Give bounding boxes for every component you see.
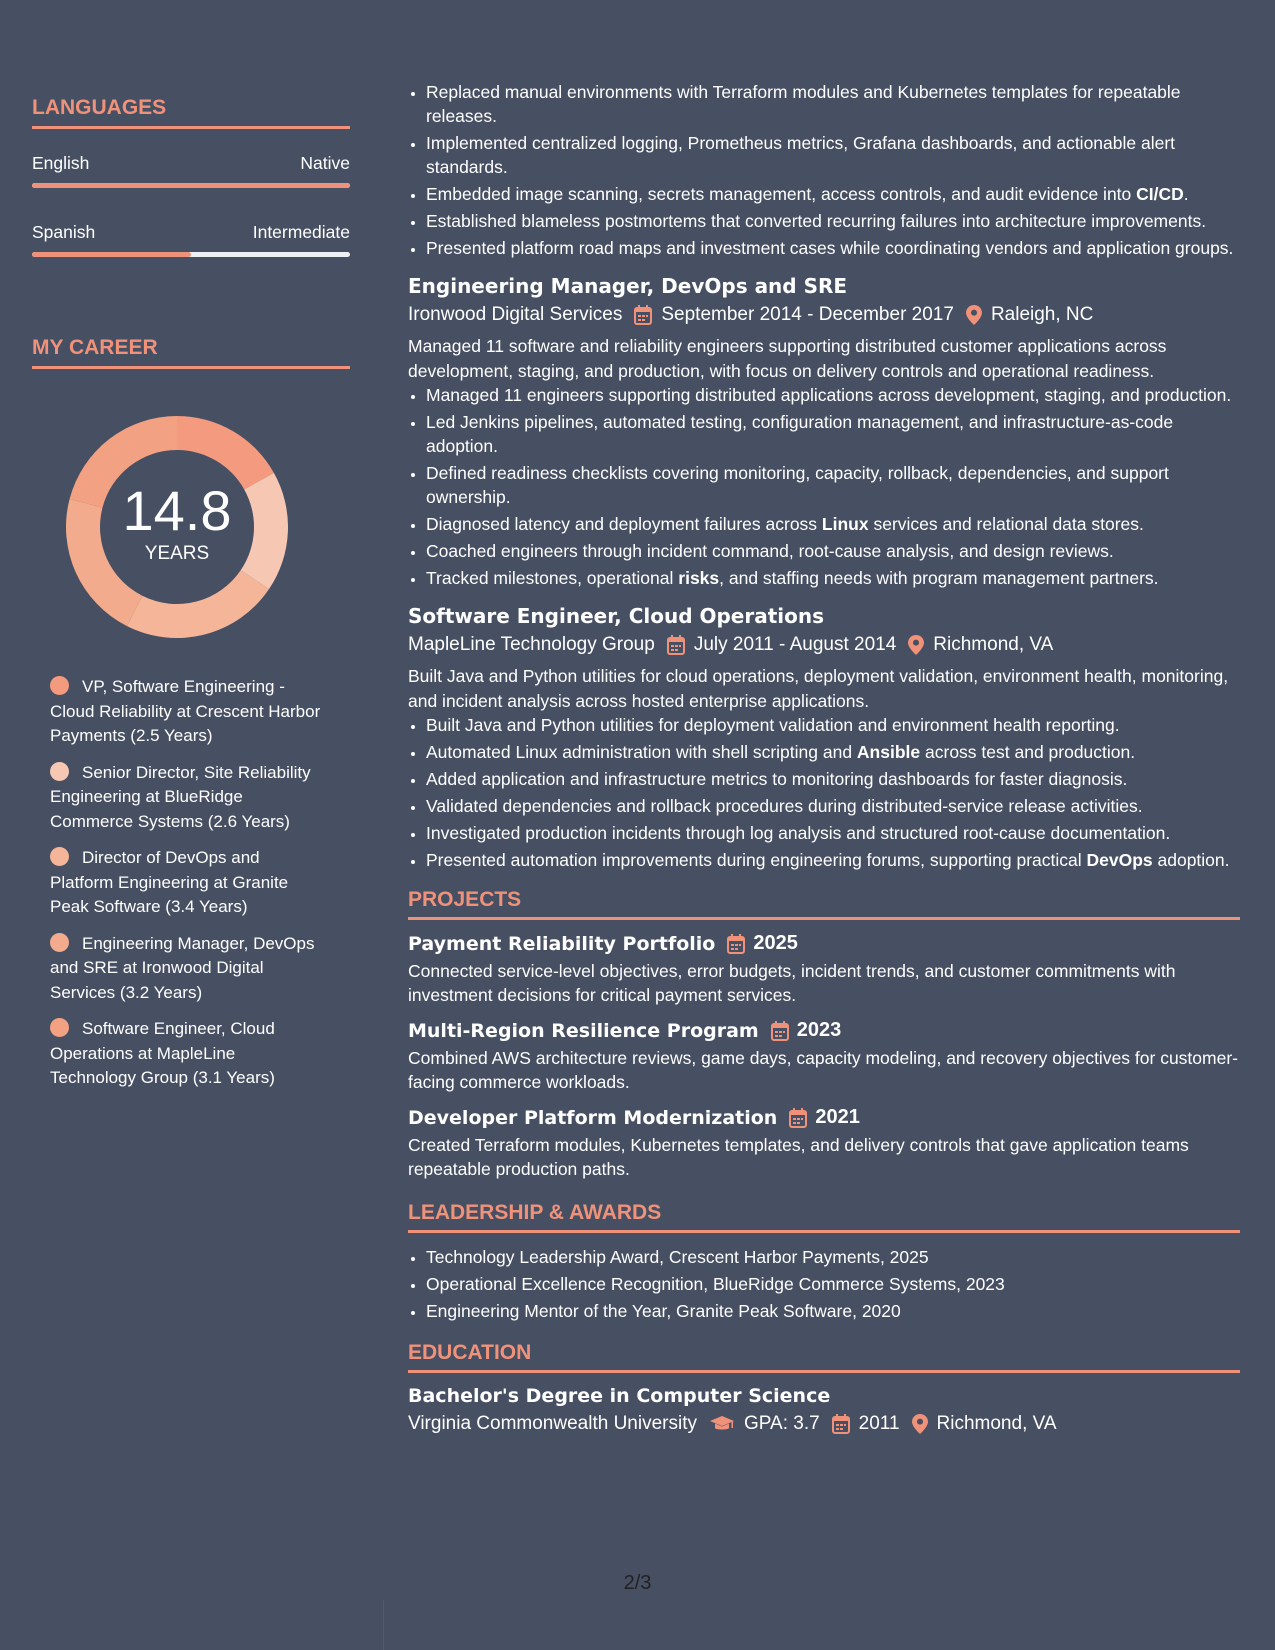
career-legend-item [50, 932, 325, 1006]
career-total-unit: YEARS [144, 543, 210, 564]
graduation-year: 2011 [858, 1413, 900, 1434]
bullet-text: Validated dependencies and rollback procedures during distributed-service release activities. [426, 796, 1143, 816]
bullet-text: Coached engineers through incident command, root-cause analysis, and design reviews. [426, 541, 1114, 561]
calendar-icon [832, 1414, 850, 1434]
bullet-text: Presented platform road maps and investment cases while coordinating vendors and application groups. [426, 238, 1234, 258]
bullet-text: Managed 11 engineers supporting distributed applications across development, staging, and production. [426, 385, 1232, 405]
career-legend-label: Software Engineer, Cloud Operations at MapleLine Technology Group (3.1 Years) [50, 1019, 275, 1087]
calendar-icon [771, 1021, 789, 1041]
legend-dot-icon [50, 762, 69, 781]
bullet-keyword: Linux [821, 514, 869, 534]
awards-list [408, 1245, 1240, 1323]
career-legend-label: VP, Software Engineering - Cloud Reliability at Crescent Harbor Payments (2.5 Years) [50, 677, 321, 745]
bullet-text: Embedded image scanning, secrets management, access controls, and audit evidence into [426, 184, 1137, 204]
job-meta [408, 304, 1240, 326]
legend-dot-icon [50, 933, 69, 952]
bullet-text: Established blameless postmortems that converted recurring failures into architecture improvements. [426, 211, 1207, 231]
bullet-text: Replaced manual environments with Terraform modules and Kubernetes templates for repeatable releases. [426, 82, 1181, 126]
bullet-text: Defined readiness checklists covering monitoring, capacity, rollback, dependencies, and support ownership. [426, 463, 1169, 507]
bullet-text: Added application and infrastructure metrics to monitoring dashboards for faster diagnosis. [426, 769, 1128, 789]
bullet-keyword: CI/CD [1136, 184, 1184, 204]
bullet-item [426, 236, 1240, 260]
bullet-item [426, 539, 1240, 563]
job-dates: September 2014 - December 2017 [661, 304, 954, 325]
legend-dot-icon [50, 1018, 69, 1037]
bullet-item [426, 461, 1240, 509]
bullet-text: Presented automation improvements during engineering forums, supporting practical [426, 850, 1087, 870]
project-entry [408, 932, 1240, 1007]
degree-title: Bachelor's Degree in Computer Science [408, 1385, 831, 1407]
education-location: Richmond, VA [936, 1413, 1057, 1434]
job-title: Engineering Manager, DevOps and SRE [408, 274, 848, 298]
bullet-item [426, 740, 1240, 764]
map-pin-icon [966, 305, 982, 325]
job-entry [408, 274, 1240, 590]
career-legend-item [50, 761, 325, 835]
project-title-row [408, 1019, 1240, 1042]
bullet-text: services and relational data stores. [868, 514, 1144, 534]
project-description: Connected service-level objectives, error budgets, incident trends, and customer commitments with investment decisions for critical payment services. [408, 961, 1176, 1005]
project-entry [408, 1106, 1240, 1181]
bullet-item [426, 80, 1240, 128]
education-meta [408, 1413, 1240, 1435]
project-title-row [408, 932, 1240, 955]
job-location: Raleigh, NC [990, 304, 1094, 325]
donut-center [66, 416, 288, 638]
project-title-row [408, 1106, 1240, 1129]
experience-bullets [408, 80, 1240, 260]
job-bullets [408, 383, 1240, 590]
bullet-item [426, 821, 1240, 845]
career-legend-label: Engineering Manager, DevOps and SRE at Ironwood Digital Services (3.2 Years) [50, 933, 315, 1002]
job-bullets [408, 713, 1240, 872]
bullet-item [426, 848, 1240, 872]
project-year: 2025 [753, 932, 798, 954]
page-number: 2/3 [623, 1572, 652, 1594]
legend-dot-icon [50, 676, 69, 695]
map-pin-icon [908, 635, 924, 655]
projects-heading: PROJECTS [408, 888, 1240, 920]
job-location: Richmond, VA [933, 634, 1054, 655]
career-donut-chart [66, 416, 288, 638]
calendar-icon [634, 305, 652, 325]
bullet-text: Automated Linux administration with shell scripting and [426, 742, 857, 762]
language-name: Spanish [32, 222, 96, 242]
calendar-icon [727, 934, 745, 954]
career-legend-label: Director of DevOps and Platform Engineering at Granite Peak Software (3.4 Years) [50, 848, 289, 916]
bullet-text: Diagnosed latency and deployment failures across [426, 514, 822, 534]
award-item: • Operational Excellence Recognition, BlueRidge Commerce Systems, 2023 [426, 1272, 1240, 1296]
bullet-keyword: risks [678, 568, 720, 588]
language-name: English [32, 153, 90, 173]
award-item: • Engineering Mentor of the Year, Granite Peak Software, 2020 [426, 1299, 1240, 1323]
bullet-text: Led Jenkins pipelines, automated testing, configuration management, and infrastructure-as-code adoption. [426, 412, 1174, 456]
legend-dot-icon [50, 847, 69, 866]
bullet-text: Implemented centralized logging, Prometheus metrics, Grafana dashboards, and actionable alert standards. [426, 133, 1176, 177]
projects-list [408, 932, 1240, 1181]
bullet-text: Tracked milestones, operational [426, 568, 679, 588]
career-heading: MY CAREER [32, 336, 350, 369]
language-proficiency-fill [32, 252, 191, 257]
map-pin-icon [912, 1414, 928, 1434]
awards-heading: LEADERSHIP & AWARDS [408, 1201, 1240, 1233]
job-title: Software Engineer, Cloud Operations [408, 604, 825, 628]
bullet-text: across test and production. [920, 742, 1136, 762]
bullet-text: adoption. [1152, 850, 1230, 870]
job-dates: July 2011 - August 2014 [693, 634, 897, 655]
bullet-item [426, 383, 1240, 407]
job-entry [408, 604, 1240, 872]
bullet-item [426, 182, 1240, 206]
career-legend-item [50, 846, 325, 920]
bullet-item [426, 713, 1240, 737]
calendar-icon [667, 635, 685, 655]
education-heading: EDUCATION [408, 1341, 1240, 1373]
bullet-item [426, 512, 1240, 536]
calendar-icon [789, 1108, 807, 1128]
bullet-keyword: DevOps [1086, 850, 1153, 870]
gpa: GPA: 3.7 [743, 1413, 820, 1434]
bullet-text: . [1183, 184, 1189, 204]
company-name: Ironwood Digital Services [408, 304, 623, 325]
language-proficiency-bar [32, 183, 350, 188]
bullet-text: , and staffing needs with program management partners. [719, 568, 1159, 588]
career-total-value: 14.8 [122, 479, 232, 542]
bullet-keyword: Ansible [856, 742, 921, 762]
graduation-cap-icon [709, 1415, 735, 1433]
bullet-item [426, 410, 1240, 458]
career-legend-label: Senior Director, Site Reliability Engineering at BlueRidge Commerce Systems (2.6 Years) [50, 762, 311, 831]
company-name: MapleLine Technology Group [408, 634, 655, 655]
project-description: Combined AWS architecture reviews, game days, capacity modeling, and recovery objectives for customer-facing commerce workloads. [408, 1048, 1238, 1092]
career-legend [50, 675, 325, 1103]
career-legend-item [50, 1017, 325, 1091]
bullet-text: Investigated production incidents through log analysis and structured root-cause documentation. [426, 823, 1171, 843]
main-column [408, 0, 1240, 1435]
career-legend-item [50, 675, 325, 749]
bullet-item [426, 794, 1240, 818]
column-divider [383, 1600, 384, 1650]
award-item: • Technology Leadership Award, Crescent Harbor Payments, 2025 [426, 1245, 1240, 1269]
language-proficiency-bar [32, 252, 350, 257]
school-name: Virginia Commonwealth University [408, 1413, 697, 1434]
job-description: Managed 11 software and reliability engineers supporting distributed customer applications across development, staging, and production, with focus on delivery controls and operational readiness. [408, 336, 1167, 381]
bullet-item [426, 767, 1240, 791]
experience-list [408, 274, 1240, 872]
language-proficiency-fill [32, 183, 350, 188]
project-year: 2021 [815, 1106, 860, 1128]
language-row-spanish [32, 222, 350, 243]
bullet-item [426, 209, 1240, 233]
language-level: Native [300, 153, 350, 173]
language-level: Intermediate [252, 222, 350, 242]
language-row-english [32, 153, 350, 174]
job-description: Built Java and Python utilities for cloud operations, deployment validation, environment health, monitoring, and incident analysis across hosted enterprise applications. [408, 666, 1229, 711]
languages-heading: LANGUAGES [32, 96, 350, 129]
job-meta [408, 634, 1240, 656]
bullet-item [426, 566, 1240, 590]
bullet-item [426, 131, 1240, 179]
bullet-text: Built Java and Python utilities for deployment validation and environment health reporting. [426, 715, 1120, 735]
project-title: Multi-Region Resilience Program [408, 1019, 759, 1042]
project-title: Payment Reliability Portfolio [408, 932, 716, 955]
project-entry [408, 1019, 1240, 1094]
project-year: 2023 [796, 1019, 842, 1041]
project-description: Created Terraform modules, Kubernetes templates, and delivery controls that gave application teams repeatable production paths. [408, 1135, 1189, 1179]
project-title: Developer Platform Modernization [408, 1106, 778, 1129]
